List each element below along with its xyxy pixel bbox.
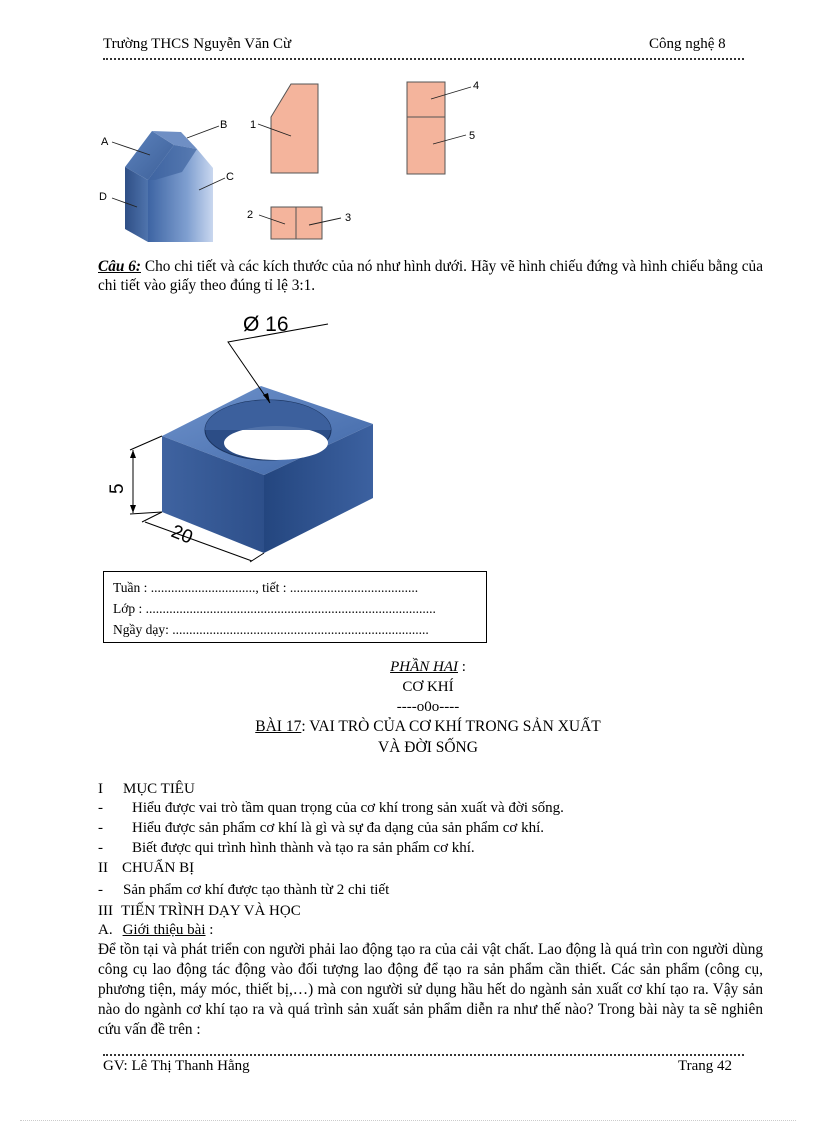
period-label: , tiết : xyxy=(255,580,290,595)
objective-1: - Hiểu được vai trò tầm quan trọng của cơ khí trong sản xuất và đời sống. xyxy=(98,800,564,816)
label-c: C xyxy=(226,171,234,183)
info-week-line xyxy=(104,572,486,598)
week-field: ............................... xyxy=(150,580,256,595)
header-subject: Công nghệ 8 xyxy=(649,36,726,52)
dim-diameter: Ø 16 xyxy=(243,313,289,336)
label-a: A xyxy=(101,136,109,148)
footer-teacher: GV: Lê Thị Thanh Hằng xyxy=(103,1058,250,1074)
section-1-title: MỤC TIÊU xyxy=(123,781,195,797)
question-6-text: Cho chi tiết và các kích thước của nó như hình dưới. Hãy vẽ hình chiếu đứng và hình chiếu bằng của chi tiết vào giấy theo đúng tỉ lệ 3:1. xyxy=(98,258,763,294)
lesson-title xyxy=(130,718,726,736)
info-class-line xyxy=(104,598,486,619)
footer-rule xyxy=(103,1054,744,1056)
page-bottom-edge xyxy=(20,1120,796,1121)
class-label: Lớp : xyxy=(113,601,146,616)
date-field: ............................................................................ xyxy=(172,622,429,637)
section-3-heading xyxy=(98,901,301,921)
label-b: B xyxy=(220,119,228,131)
info-date-line xyxy=(104,619,486,640)
question-6-label: Câu 6: xyxy=(98,258,141,275)
section-3-title: TIẾN TRÌNH DẠY VÀ HỌC xyxy=(121,903,301,919)
section-2-heading xyxy=(98,858,194,878)
label-5: 5 xyxy=(469,130,476,142)
header-rule xyxy=(103,58,744,60)
label-3: 3 xyxy=(345,212,352,224)
part-separator: ----o0o---- xyxy=(396,699,460,715)
side-view xyxy=(407,82,445,174)
subsection-a-colon: : xyxy=(205,922,214,938)
subsection-a-heading xyxy=(98,920,213,940)
section-1-number: I xyxy=(98,781,103,797)
section-2-title: CHUẨN BỊ xyxy=(122,860,195,876)
preparation-item: - Sản phẩm cơ khí được tạo thành từ 2 chi tiết xyxy=(98,882,390,898)
question-6 xyxy=(98,257,763,295)
part-title: PHẦN HAI xyxy=(390,659,458,675)
lesson-number: BÀI 17 xyxy=(255,718,302,735)
lesson-title-text: : VAI TRÒ CỦA CƠ KHÍ TRONG SẢN XUẤT xyxy=(301,718,601,735)
objective-3-text: Biết được qui trình hình thành và tạo ra sản phẩm cơ khí. xyxy=(132,840,475,856)
label-1: 1 xyxy=(250,119,257,131)
subsection-a-title: Giới thiệu bài xyxy=(122,922,206,938)
objective-2-text: Hiểu được sản phẩm cơ khí là gì và sự đa dạng của sản phẩm cơ khí. xyxy=(132,820,545,836)
intro-paragraph: Để tồn tại và phát triển con người phải lao động tạo ra của cải vật chất. Lao động là quá trìn con người dùng công cụ lao động tác động vào đối tượng lao động để tạo ra sản phẩm cần thiết. Các sản phẩm (công cụ, phương tiện, máy móc, thiết bị,…) mà con người sử dụng hầu hết do ngành sản xuất cơ khí tạo ra. Vậy sản nào do ngành cơ khí tạo ra và quá trình sản xuất sản phẩm diễn ra như thế nào? Trong bài này ta sẽ nghiên cứu vấn đề trên : xyxy=(98,941,763,1038)
objective-2: - Hiểu được sản phẩm cơ khí là gì và sự đa dạng của sản phẩm cơ khí. xyxy=(98,820,545,836)
part-heading xyxy=(300,659,556,676)
solid-block xyxy=(125,131,213,242)
dim-height: 5 xyxy=(107,483,128,494)
label-2: 2 xyxy=(247,209,254,221)
date-label: Ngầy dạy: xyxy=(113,622,173,637)
period-field: ...................................... xyxy=(289,580,419,595)
preparation-text: Sản phẩm cơ khí được tạo thành từ 2 chi tiết xyxy=(123,882,390,898)
figure-projection-views xyxy=(95,72,515,252)
part-colon: : xyxy=(457,659,466,675)
lesson-info-box xyxy=(103,571,487,643)
figure-block-with-hole xyxy=(100,300,460,565)
subsection-a-letter: A. xyxy=(98,922,113,938)
section-2-number: II xyxy=(98,860,108,876)
section-1-heading xyxy=(98,779,195,799)
section-3-number: III xyxy=(98,903,113,919)
part-name: CƠ KHÍ xyxy=(402,679,454,695)
objective-3: - Biết được qui trình hình thành và tạo ra sản phẩm cơ khí. xyxy=(98,840,475,856)
lesson-title-line2: VÀ ĐỜI SỐNG xyxy=(378,739,478,756)
label-d: D xyxy=(99,191,107,203)
label-4: 4 xyxy=(473,80,480,92)
front-view xyxy=(271,84,318,173)
week-label: Tuần : xyxy=(113,580,151,595)
objective-1-text: Hiểu được vai trò tầm quan trọng của cơ khí trong sản xuất và đời sống. xyxy=(132,800,564,816)
class-field: ...................................................................................... xyxy=(145,601,436,616)
header-school: Trường THCS Nguyễn Văn Cừ xyxy=(103,36,292,52)
dim-length: 20 xyxy=(168,521,196,549)
footer-page: Trang 42 xyxy=(678,1058,733,1074)
